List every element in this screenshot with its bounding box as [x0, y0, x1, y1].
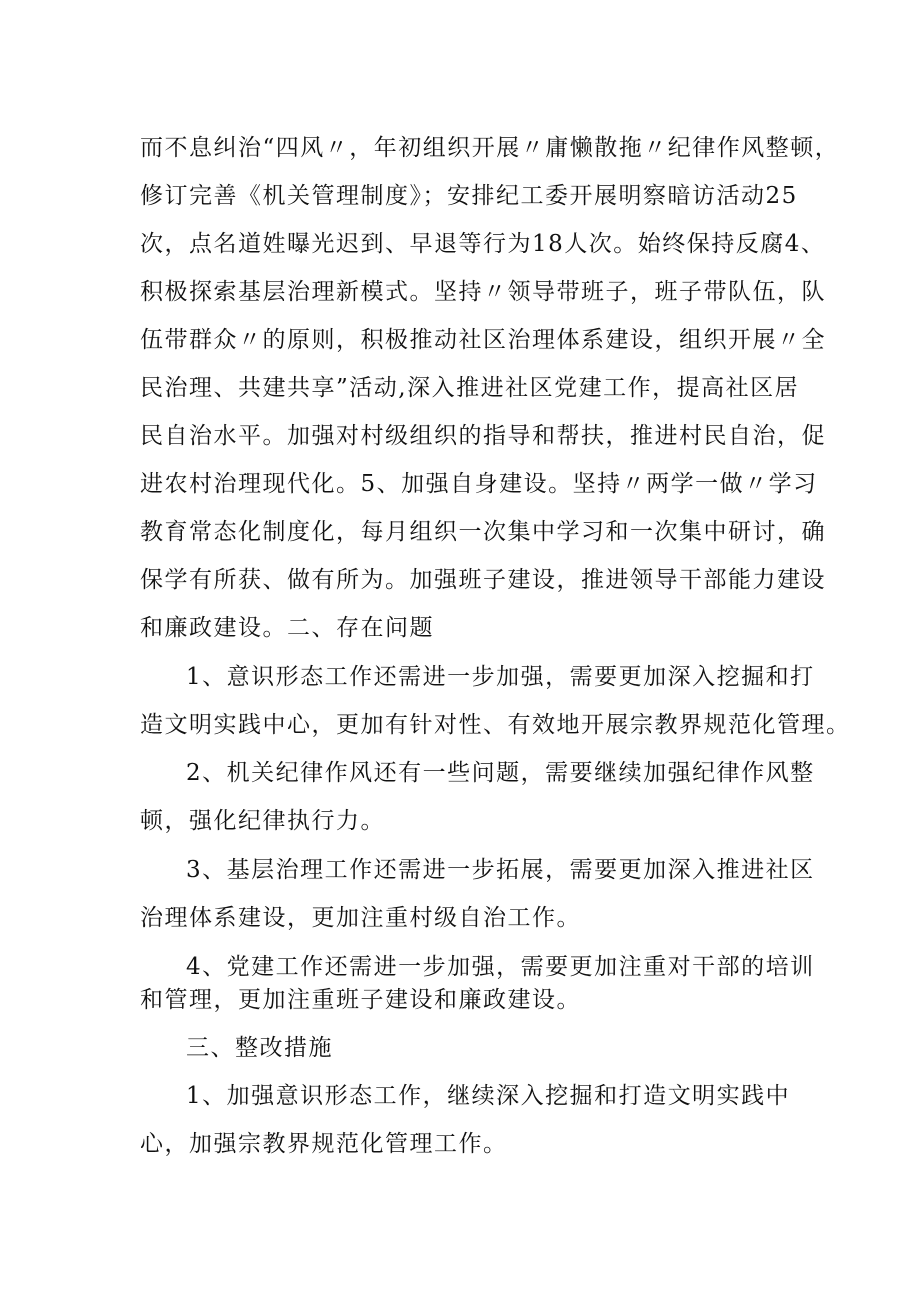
text-line: 修订完善《机关管理制度》；安排纪工委开展明察暗访活动25	[140, 183, 798, 209]
text-line: 1、意识形态工作还需进一步加强，需要更加深入挖掘和打	[186, 664, 815, 690]
text-line: 顿，强化纪律执行力。	[140, 808, 385, 834]
text-line: 民自治水平。加强对村级组织的指导和帮扶，推进村民自治，促	[140, 423, 826, 449]
text-line: 2、机关纪律作风还有一些问题，需要继续加强纪律作风整	[186, 760, 815, 786]
section-heading: 三、整改措施	[186, 1035, 333, 1061]
section-heading: 和廉政建设。二、存在问题	[140, 615, 434, 641]
text-line: 造文明实践中心，更加有针对性、有效地开展宗教界规范化管理。	[140, 712, 851, 738]
text-line: 和管理，更加注重班子建设和廉政建设。	[140, 987, 581, 1013]
text-line: 3、基层治理工作还需进一步拓展，需要更加深入推进社区	[186, 857, 815, 883]
text-line: 伍带群众〃的原则，积极推动社区治理体系建设，组织开展〃全	[140, 327, 826, 353]
text-line: 4、党建工作还需进一步加强，需要更加注重对干部的培训	[186, 954, 815, 980]
text-line: 民治理、共建共享”活动,深入推进社区党建工作，提高社区居	[140, 375, 800, 401]
text-line: 1、加强意识形态工作，继续深入挖掘和打造文明实践中	[186, 1083, 791, 1109]
text-line: 积极探索基层治理新模式。坚持〃领导带班子，班子带队伍，队	[140, 279, 826, 305]
text-line: 心，加强宗教界规范化管理工作。	[140, 1131, 508, 1157]
text-line: 进农村治理现代化。5、加强自身建设。坚持〃两学一做〃学习	[140, 471, 818, 497]
text-line: 而不息纠治“四风〃，年初组织开展〃庸懒散拖〃纪律作风整顿，	[140, 135, 840, 161]
text-line: 教育常态化制度化，每月组织一次集中学习和一次集中研讨，确	[140, 519, 826, 545]
text-line: 治理体系建设，更加注重村级自治工作。	[140, 905, 581, 931]
text-line: 次，点名道姓曝光迟到、早退等行为18人次。始终保持反腐4、	[140, 231, 826, 257]
text-line: 保学有所获、做有所为。加强班子建设，推进领导干部能力建设	[140, 567, 826, 593]
